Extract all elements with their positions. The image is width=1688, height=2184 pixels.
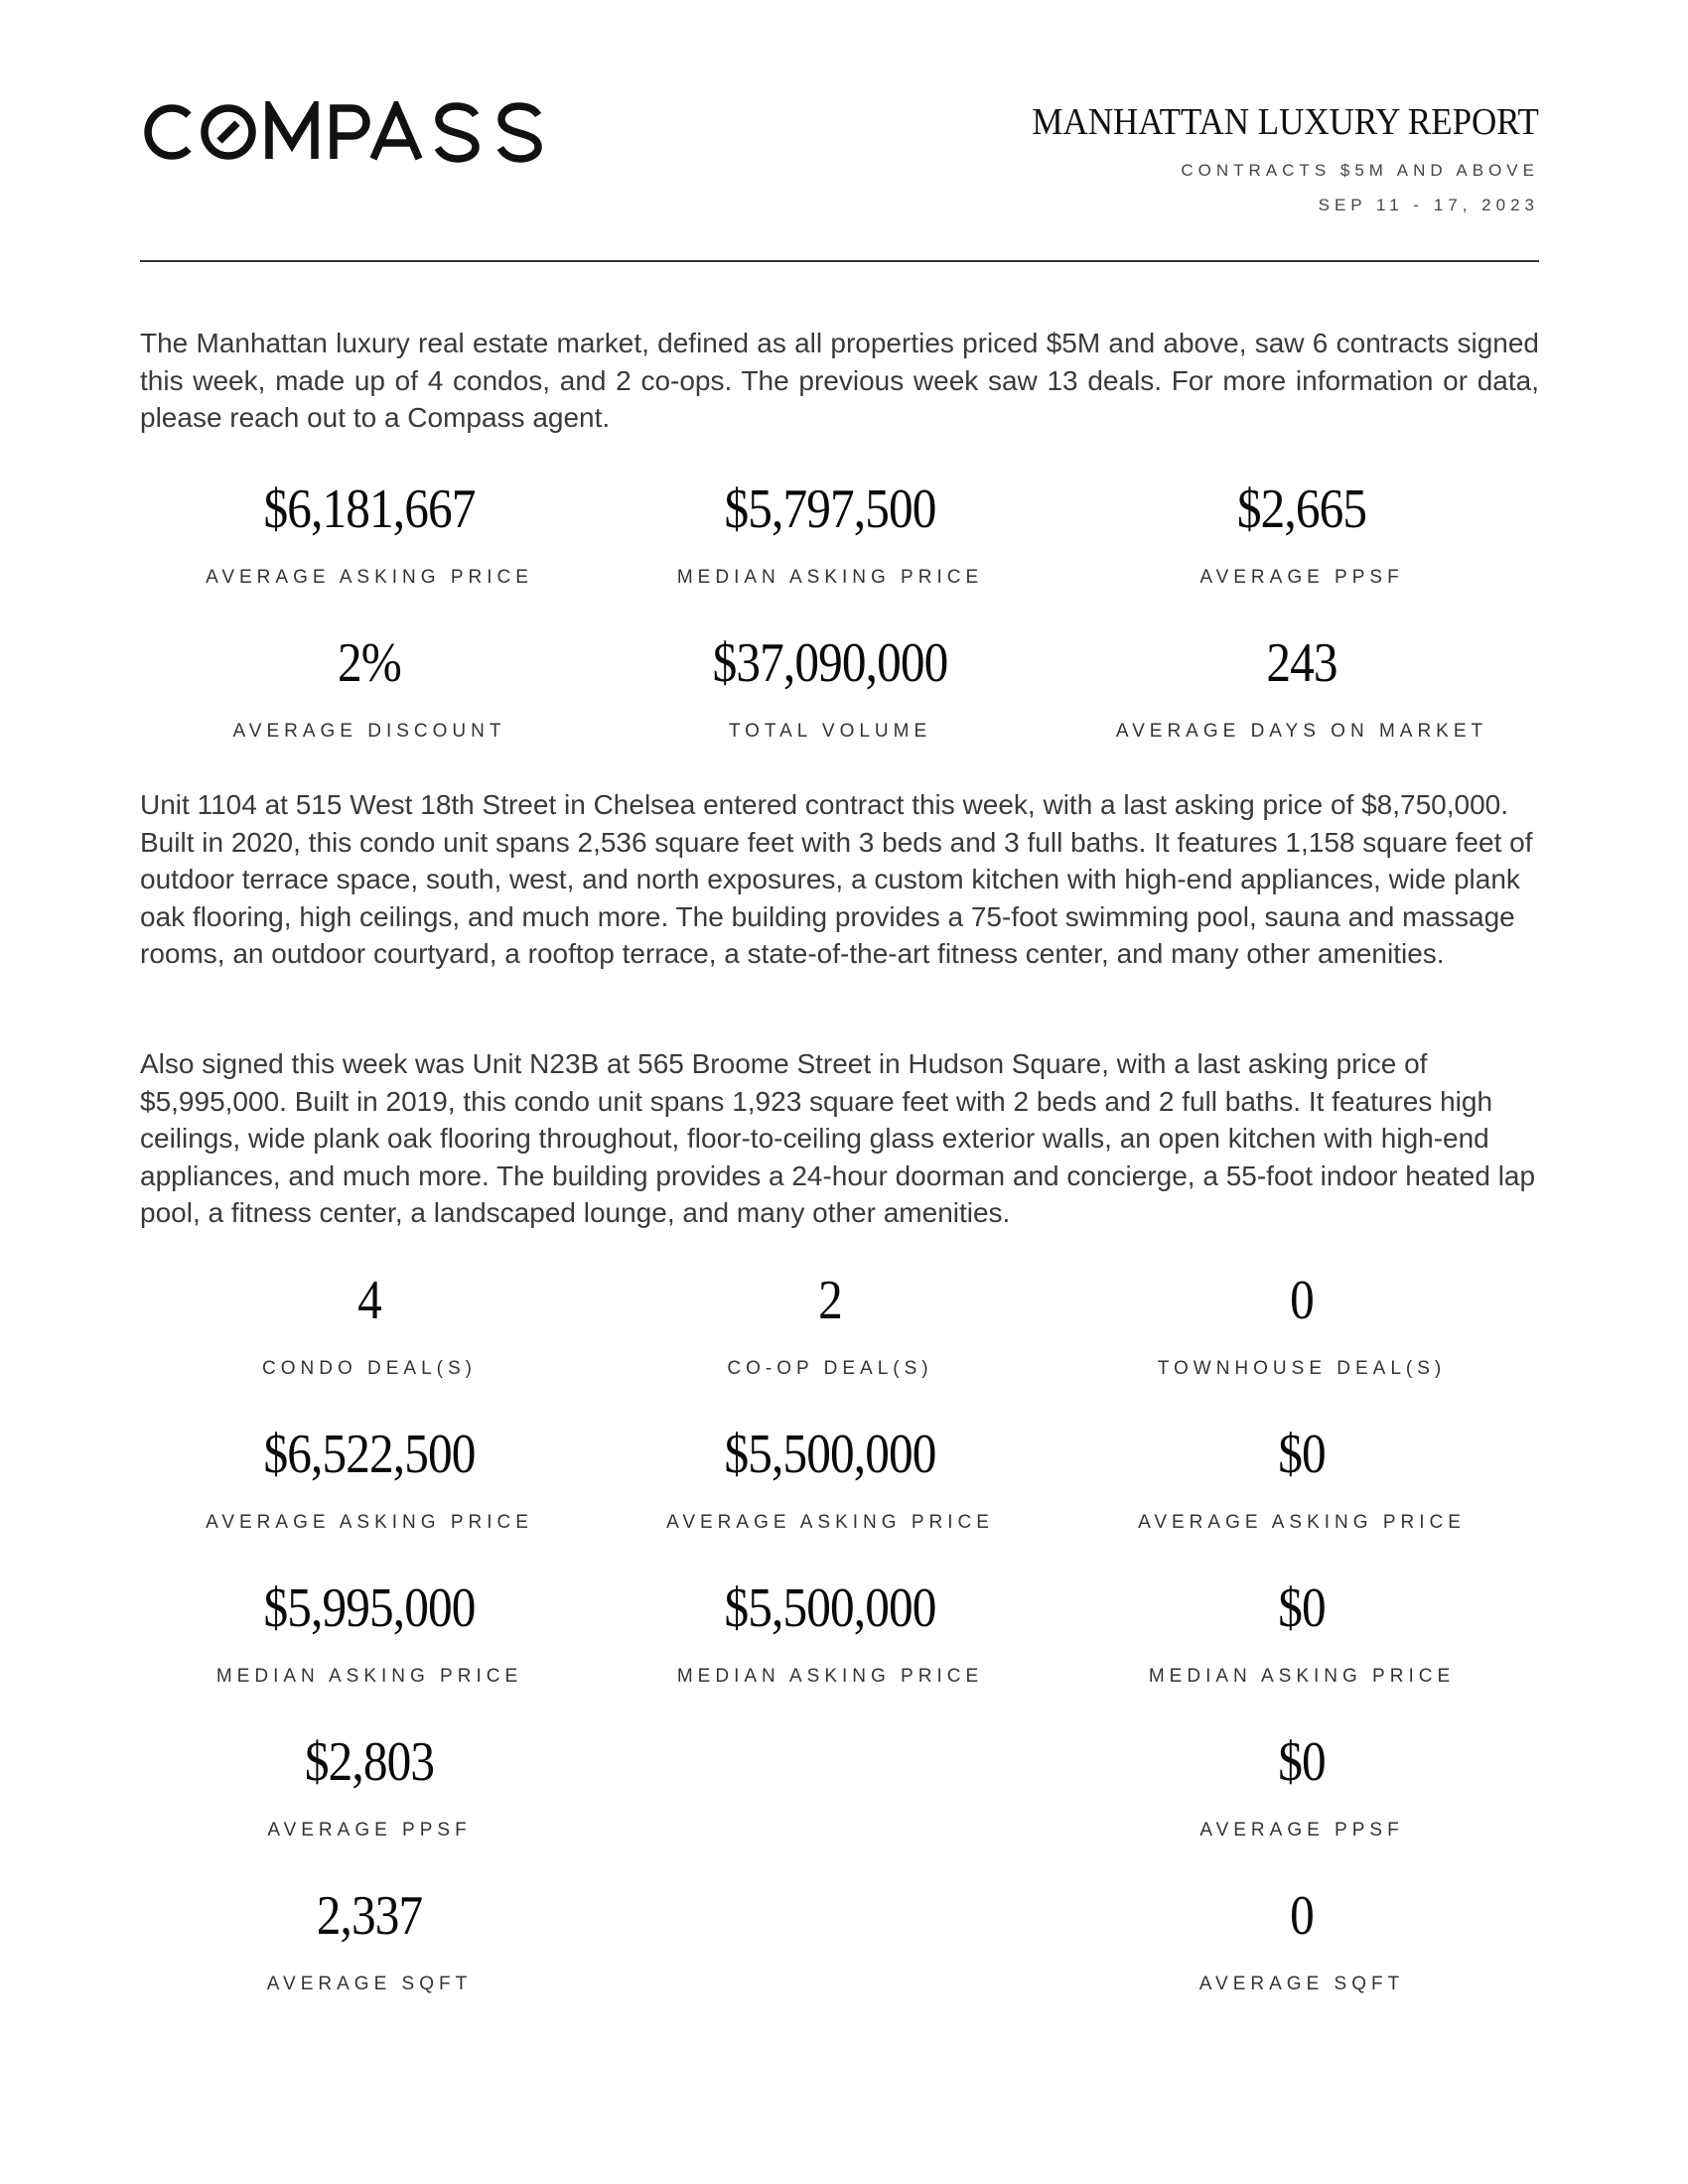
report-title: MANHATTAN LUXURY REPORT bbox=[1032, 101, 1539, 143]
townhouse-deals bbox=[1073, 1271, 1530, 1380]
stat-value: $6,522,500 bbox=[263, 1424, 476, 1485]
stat-label: AVERAGE SQFT bbox=[266, 1974, 473, 1994]
report-date-range: SEP 11 - 17, 2023 bbox=[1318, 196, 1539, 214]
stat-label: AVERAGE ASKING PRICE bbox=[206, 1512, 533, 1533]
stat-label: CO-OP DEAL(S) bbox=[727, 1358, 933, 1379]
header-divider bbox=[140, 260, 1539, 262]
report-header bbox=[988, 99, 1539, 215]
coop-average-asking-price bbox=[602, 1425, 1058, 1534]
stat-value: $37,090,000 bbox=[712, 632, 948, 694]
condo-average-sqft bbox=[141, 1886, 598, 1995]
stat-average-discount bbox=[141, 633, 598, 743]
stat-value: $2,803 bbox=[304, 1731, 435, 1793]
stat-value: $0 bbox=[1278, 1424, 1326, 1485]
stat-value: $0 bbox=[1278, 1731, 1326, 1793]
stat-value: 2,337 bbox=[316, 1885, 423, 1947]
stat-label: MEDIAN ASKING PRICE bbox=[676, 1666, 984, 1687]
stat-value: $0 bbox=[1278, 1577, 1326, 1639]
stat-label: MEDIAN ASKING PRICE bbox=[676, 567, 984, 588]
stat-value: $2,665 bbox=[1236, 478, 1367, 540]
stat-label: MEDIAN ASKING PRICE bbox=[215, 1666, 523, 1687]
stat-label: CONDO DEAL(S) bbox=[262, 1358, 477, 1379]
coop-deals bbox=[602, 1271, 1058, 1380]
stat-value: 2 bbox=[818, 1270, 842, 1331]
stat-label: TOWNHOUSE DEAL(S) bbox=[1157, 1358, 1447, 1379]
stat-label: MEDIAN ASKING PRICE bbox=[1148, 1666, 1456, 1687]
townhouse-average-ppsf bbox=[1073, 1732, 1530, 1842]
condo-average-ppsf bbox=[141, 1732, 598, 1842]
stat-average-asking-price bbox=[141, 479, 598, 589]
report-subtitle: CONTRACTS $5M AND ABOVE bbox=[1181, 161, 1539, 180]
highlight-paragraph-2: Also signed this week was Unit N23B at 565 Broome Street in Hudson Square, with a last asking price of $5,995,000. Built in 2019, this condo unit spans 1,923 square feet with 2 beds and 2 full baths. It features high ceilings, wide plank oak flooring throughout, floor-to-ceiling glass exterior walls, an open kitchen with high-end appliances, and much more. The building provides a 24-hour doorman and concierge, a 55-foot indoor heated lap pool, a fitness center, a landscaped lounge, and many other amenities. bbox=[140, 1048, 1536, 1228]
townhouse-average-sqft bbox=[1073, 1886, 1530, 1995]
compass-logo-icon bbox=[142, 101, 563, 163]
condo-deals bbox=[141, 1271, 598, 1380]
stat-total-volume bbox=[602, 633, 1058, 743]
compass-logo bbox=[142, 99, 563, 165]
stat-value: 243 bbox=[1266, 632, 1337, 694]
intro-paragraph: The Manhattan luxury real estate market, defined as all properties priced $5M and above, saw 6 contracts signed this week, made up of 4 condos, and 2 co-ops. The previous week saw 13 deals. For more information or data, please reach out to a Compass agent. bbox=[140, 328, 1539, 433]
stat-average-days-on-market bbox=[1073, 633, 1530, 743]
stat-value: 4 bbox=[357, 1270, 381, 1331]
stat-label: AVERAGE SQFT bbox=[1198, 1974, 1405, 1994]
stat-value: $5,500,000 bbox=[724, 1577, 936, 1639]
stat-label: AVERAGE PPSF bbox=[267, 1820, 472, 1841]
stat-label: AVERAGE PPSF bbox=[1199, 567, 1404, 588]
stat-label: AVERAGE DAYS ON MARKET bbox=[1115, 721, 1488, 742]
condo-average-asking-price bbox=[141, 1425, 598, 1534]
stat-value: $5,500,000 bbox=[724, 1424, 936, 1485]
coop-median-asking-price bbox=[602, 1578, 1058, 1688]
townhouse-average-asking-price bbox=[1073, 1425, 1530, 1534]
stat-label: AVERAGE ASKING PRICE bbox=[206, 567, 533, 588]
stat-value: 2% bbox=[338, 632, 401, 694]
stat-value: 0 bbox=[1290, 1270, 1314, 1331]
stat-median-asking-price bbox=[602, 479, 1058, 589]
stat-value: $5,995,000 bbox=[263, 1577, 476, 1639]
stat-value: $6,181,667 bbox=[263, 478, 476, 540]
townhouse-median-asking-price bbox=[1073, 1578, 1530, 1688]
highlight-paragraph-1: Unit 1104 at 515 West 18th Street in Chelsea entered contract this week, with a last asking price of $8,750,000. Built in 2020, this condo unit spans 2,536 square feet with 3 beds and 3 full baths. It features 1,158 square feet of outdoor terrace space, south, west, and north exposures, a custom kitchen with high-end appliances, wide plank oak flooring, high ceilings, and much more. The building provides a 75-foot swimming pool, sauna and massage rooms, an outdoor courtyard, a rooftop terrace, a state-of-the-art fitness center, and many other amenities. bbox=[140, 789, 1533, 969]
stat-label: AVERAGE DISCOUNT bbox=[232, 721, 506, 742]
stat-value: $5,797,500 bbox=[724, 478, 936, 540]
stat-label: AVERAGE ASKING PRICE bbox=[1138, 1512, 1466, 1533]
stat-label: AVERAGE PPSF bbox=[1199, 1820, 1404, 1841]
stat-label: AVERAGE ASKING PRICE bbox=[666, 1512, 994, 1533]
stat-value: 0 bbox=[1290, 1885, 1314, 1947]
stat-average-ppsf bbox=[1073, 479, 1530, 589]
stat-label: TOTAL VOLUME bbox=[728, 721, 932, 742]
condo-median-asking-price bbox=[141, 1578, 598, 1688]
